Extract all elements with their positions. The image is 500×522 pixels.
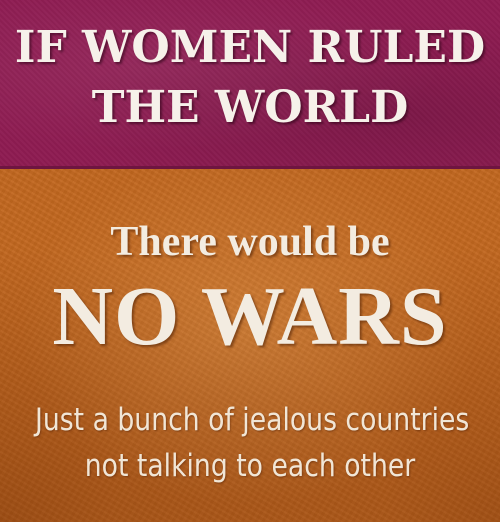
headline-line-1: IF WOMEN RULED — [14, 22, 486, 73]
top-banner — [0, 0, 500, 166]
punchline-line-1: Just a bunch of jealous countries — [35, 402, 470, 438]
headline-line-2: THE WORLD — [91, 82, 409, 133]
subheading: There would be — [110, 219, 390, 265]
emphasis-text: NO WARS — [52, 270, 448, 363]
punchline-line-2: not talking to each other — [84, 448, 416, 484]
